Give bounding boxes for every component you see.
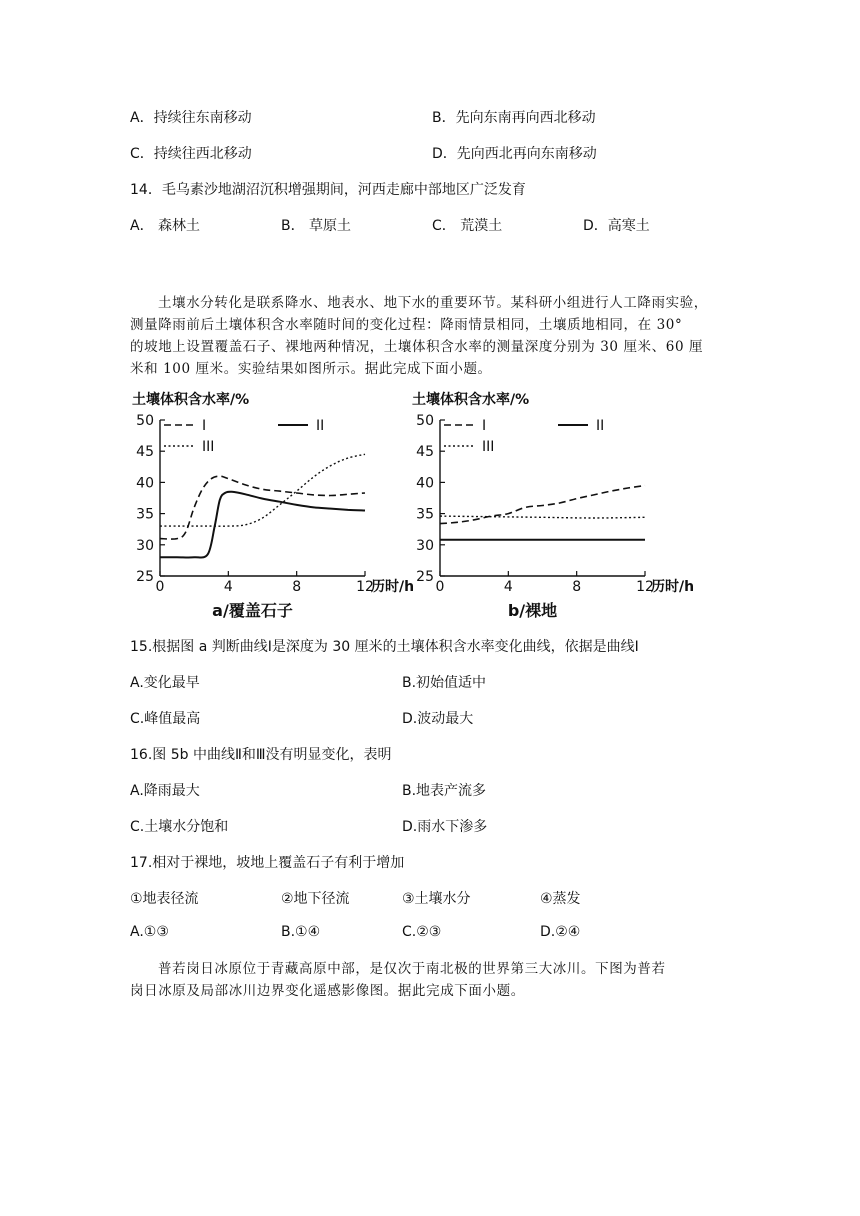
q17-choice-2: ②地下径流 <box>281 891 350 907</box>
chart-b-legend-label-I: I <box>482 418 487 434</box>
chart-a-x-tick-label-0: 0 <box>155 579 165 595</box>
chart-a-y-tick-label-3: 40 <box>136 475 154 492</box>
chart-a-legend-label-II: II <box>316 418 325 434</box>
chart-a-series-II <box>160 492 365 558</box>
chart-b-series-I <box>440 486 645 524</box>
q13-option-a: A．持续往东南移动 <box>130 110 252 126</box>
q17-option-d: D.②④ <box>540 924 581 940</box>
passage-line-4: 米和 100 厘米。实验结果如图所示。据此完成下面小题。 <box>130 361 492 377</box>
q16-stem: 16.图 5b 中曲线Ⅱ和Ⅲ没有明显变化，表明 <box>130 747 392 763</box>
chart-b-x-tick-label-0: 0 <box>435 579 445 595</box>
chart-b-x-axis-label: 历时/h <box>651 579 695 595</box>
q17-option-a: A.①③ <box>130 924 169 940</box>
passage2-line-2: 岗日冰原及局部冰川边界变化遥感影像图。据此完成下面小题。 <box>130 983 525 999</box>
chart-b-y-tick-label-4: 45 <box>416 444 434 461</box>
chart-a-x-axis-label: 历时/h <box>371 579 415 595</box>
chart-b-x-tick-label-3: 12 <box>636 579 654 595</box>
chart-a-x-tick-label-1: 4 <box>223 579 233 595</box>
chart-a-title: a/覆盖石子 <box>212 601 293 620</box>
q16-option-a: A.降雨最大 <box>130 783 200 799</box>
q17-choice-3: ③土壤水分 <box>402 891 471 907</box>
chart-b-y-axis-label: 土壤体积含水率/% <box>412 392 530 408</box>
q15-option-c: C.峰值最高 <box>130 711 201 727</box>
q14-option-b: B． 草原土 <box>281 218 352 234</box>
q16-option-c: C.土壤水分饱和 <box>130 819 229 835</box>
chart-a-covered-stones <box>130 390 430 630</box>
chart-a-x-tick-label-2: 8 <box>292 579 302 595</box>
chart-b-x-tick-label-1: 4 <box>503 579 513 595</box>
chart-a-y-tick-label-2: 35 <box>136 506 154 523</box>
chart-a-y-tick-label-4: 45 <box>136 444 154 461</box>
q14-option-d: D．高寒土 <box>583 218 650 234</box>
q14-stem: 14．毛乌素沙地湖沼沉积增强期间，河西走廊中部地区广泛发育 <box>130 182 526 198</box>
chart-a-y-tick-label-1: 30 <box>136 537 154 554</box>
chart-a-series-I <box>160 476 365 539</box>
q17-option-c: C.②③ <box>402 924 442 940</box>
chart-b-bare-land <box>410 390 730 630</box>
chart-b-y-tick-label-5: 50 <box>416 413 434 429</box>
q14-option-a: A． 森林土 <box>130 218 201 234</box>
passage-line-3: 的坡地上设置覆盖石子、裸地两种情况，土壤体积含水率的测量深度分别为 30 厘米、60 厘 <box>130 339 704 355</box>
q16-option-d: D.雨水下渗多 <box>402 819 488 835</box>
chart-b-legend-label-II: II <box>596 418 605 434</box>
q17-stem: 17.相对于裸地，坡地上覆盖石子有利于增加 <box>130 855 405 871</box>
passage-line-2: 测量降雨前后土壤体积含水率随时间的变化过程：降雨情景相同，土壤质地相同，在 30° <box>130 317 683 333</box>
q16-option-b: B.地表产流多 <box>402 783 487 799</box>
chart-b-series-III <box>440 516 645 518</box>
chart-a-legend-label-I: I <box>202 418 207 434</box>
q13-option-d: D．先向西北再向东南移动 <box>432 146 597 162</box>
q17-choice-4: ④蒸发 <box>540 891 581 907</box>
q14-option-c: C． 荒漠土 <box>432 218 503 234</box>
chart-a-y-tick-label-5: 50 <box>136 413 154 429</box>
q17-option-b: B.①④ <box>281 924 321 940</box>
chart-b-y-tick-label-2: 35 <box>416 506 434 523</box>
q17-choice-1: ①地表径流 <box>130 891 199 907</box>
passage-line-1: 土壤水分转化是联系降水、地表水、地下水的重要环节。某科研小组进行人工降雨实验， <box>158 295 708 311</box>
q15-option-a: A.变化最早 <box>130 675 200 691</box>
chart-b-x-tick-label-2: 8 <box>572 579 582 595</box>
q15-option-d: D.波动最大 <box>402 711 474 727</box>
passage-glacier <box>130 958 730 1002</box>
chart-a-x-tick-label-3: 12 <box>356 579 374 595</box>
passage2-line-1: 普若岗日冰原位于青藏高原中部，是仅次于南北极的世界第三大冰川。下图为普若 <box>158 961 666 977</box>
chart-a-y-tick-label-0: 25 <box>136 569 154 585</box>
q13-option-b: B．先向东南再向西北移动 <box>432 110 596 126</box>
q13-option-c: C．持续往西北移动 <box>130 146 252 162</box>
chart-a-legend-label-III: III <box>202 439 215 455</box>
q15-stem: 15.根据图 a 判断曲线Ⅰ是深度为 30 厘米的土壤体积含水率变化曲线，依据是曲线Ⅰ <box>130 639 639 655</box>
chart-b-legend-label-III: III <box>482 439 495 455</box>
chart-b-y-tick-label-3: 40 <box>416 475 434 492</box>
q15-option-b: B.初始值适中 <box>402 675 487 691</box>
chart-a-y-axis-label: 土壤体积含水率/% <box>132 392 250 408</box>
chart-b-y-tick-label-1: 30 <box>416 537 434 554</box>
passage-soil-water <box>130 292 730 380</box>
chart-b-y-tick-label-0: 25 <box>416 569 434 585</box>
chart-b-title: b/裸地 <box>507 601 558 620</box>
